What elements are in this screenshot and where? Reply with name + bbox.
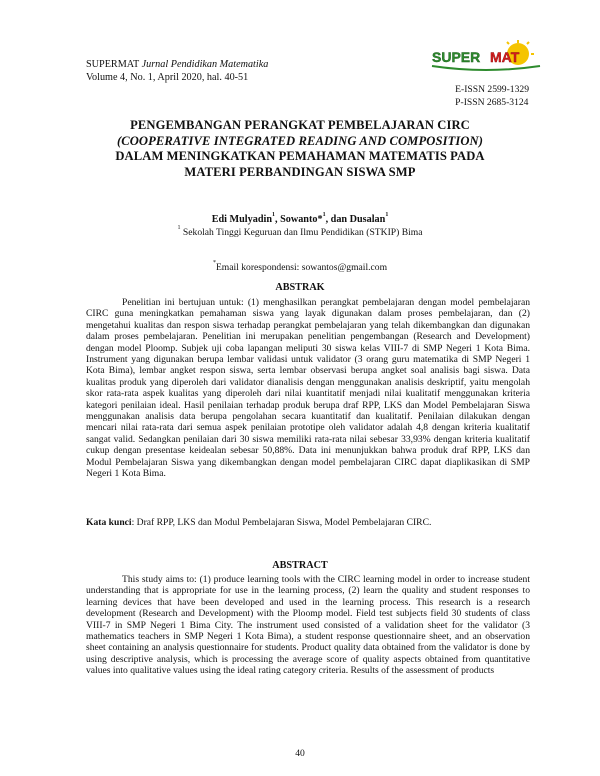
issn-block: [455, 84, 529, 109]
p-issn: P-ISSN 2685-3124: [455, 96, 529, 108]
title-line-1: PENGEMBANGAN PERANGKAT PEMBELAJARAN CIRC: [130, 118, 470, 132]
title-line-2: (COOPERATIVE INTEGRATED READING AND COMPOSITION): [116, 133, 484, 148]
supermat-logo: [428, 40, 546, 78]
abstrak-heading: ABSTRAK: [275, 282, 325, 293]
correspondence-email: *Email korespondensi: sowantos@gmail.com: [212, 260, 388, 273]
journal-volume: Volume 4, No. 1, April 2020, hal. 40-51: [86, 72, 249, 83]
keywords: Kata kunci: Draf RPP, LKS dan Modul Pembelajaran Siswa, Model Pembelajaran CIRC.: [86, 517, 432, 528]
page-number: 40: [295, 748, 305, 759]
title-line-4: MATERI PERBANDINGAN SISWA SMP: [184, 164, 416, 179]
journal-name: SUPERMAT Jurnal Pendidikan Matematika: [86, 59, 269, 70]
abstract-heading: ABSTRACT: [272, 560, 328, 571]
e-issn: E-ISSN 2599-1329: [455, 84, 529, 95]
title-line-3: DALAM MENINGKATKAN PEMAHAMAN MATEMATIS PADA: [115, 149, 485, 163]
author-list: Edi Mulyadin$^1$, Sowanto*$^1$, dan Dusalan$^1$: [211, 212, 389, 225]
svg-text:SUPER: SUPER: [432, 49, 481, 65]
abstrak-body: Penelitian ini bertujuan untuk: (1) menghasilkan perangkat pembelajaran dengan model pembelajaran CIRC guna meningkatkan pemahaman siswa yang layak digunakan dalam proses pembelajaran, dan (2) mengetahui kualitas dan respon siswa terhadap perangkat pembelajaran yang telah dikembangkan dan digunakan dalam proses pembelajaran. Penelitian ini merupakan penelitian pengembangan (Research and Development) dengan model Ploomp. Subjek uji coba lapangan meliputi 30 siswa kelas VIII-7 di SMP Negeri 1 Kota Bima. Instrument yang digunakan berupa lembar validasi untuk validator (3 orang guru matematika di SMP Negeri 1 Kota Bima), lembar angket respon siswa, serta lembar observasi berupa angket soal analisis bagi siswa. Data kualitas produk yang diperoleh dari validator dianalisis dengan menggunakan analisis deskriptif, yaitu mengolah skor rata-rata aspek kualitas yang diperoleh dari nilai kuantitatif menjadi nilai kualitatif menggunakan kriteria kategori penilaian ideal. Hasil penilaian terhadap produk berupa draf RPP, LKS dan Model Pembelajaran Siswa menggunakan analisis data berupa pengolahan secara kuantitatif dan kualitatif. Penilaian dilakukan dengan mencari nilai rata-rata dari semua aspek penilaian prototipe oleh validator adalah 4,8 dengan kriteria kualitatif sangat valid. Sedangkan penilaian dari 30 siswa memiliki rata-rata nilai sebesar 33,93% dengan kriteria kualitatif cukup dengan presentase keidealan sebesar 50,88%. Data ini menunjukkan bahwa produk draf RPP, LKS dan Modul Pembelajaran Siswa yang dikembangkan dengan model pembelajaran CIRC dapat diaplikasikan di SMP Negeri 1 Kota Bima.: [86, 297, 530, 480]
abstract-body: This study aims to: (1) produce learning tools with the CIRC learning model in order to increase student understanding that is appropriate for use in the learning process, (2) learn the quality and student responses to learning devices that have been developed and used in the learning process. This research is a research development (Research and Development) with the Ploomp model. Field test subjects field 30 students of class VIII-7 in SMP Negeri 1 Bima City. The instrument used consisted of a validation sheet for the validator (3 mathematics teachers in SMP Negeri 1 Kota Bima), a student response questionnaire sheet, and an observation sheet containing an analysis questionnaire for students. Product quality data obtained from the validator is done by using descriptive analysis, which is processing the average score of quality aspects obtained from quantitative values into qualitative values using the ideal rating category criteria. Results of the assessment of products: [86, 574, 530, 677]
journal-header: [86, 58, 268, 84]
paper-title: [100, 118, 500, 180]
affiliation: $^1$ Sekolah Tinggi Keguruan dan Ilmu Pendidikan (STKIP) Bima: [177, 225, 423, 238]
svg-text:MAT: MAT: [490, 49, 520, 65]
